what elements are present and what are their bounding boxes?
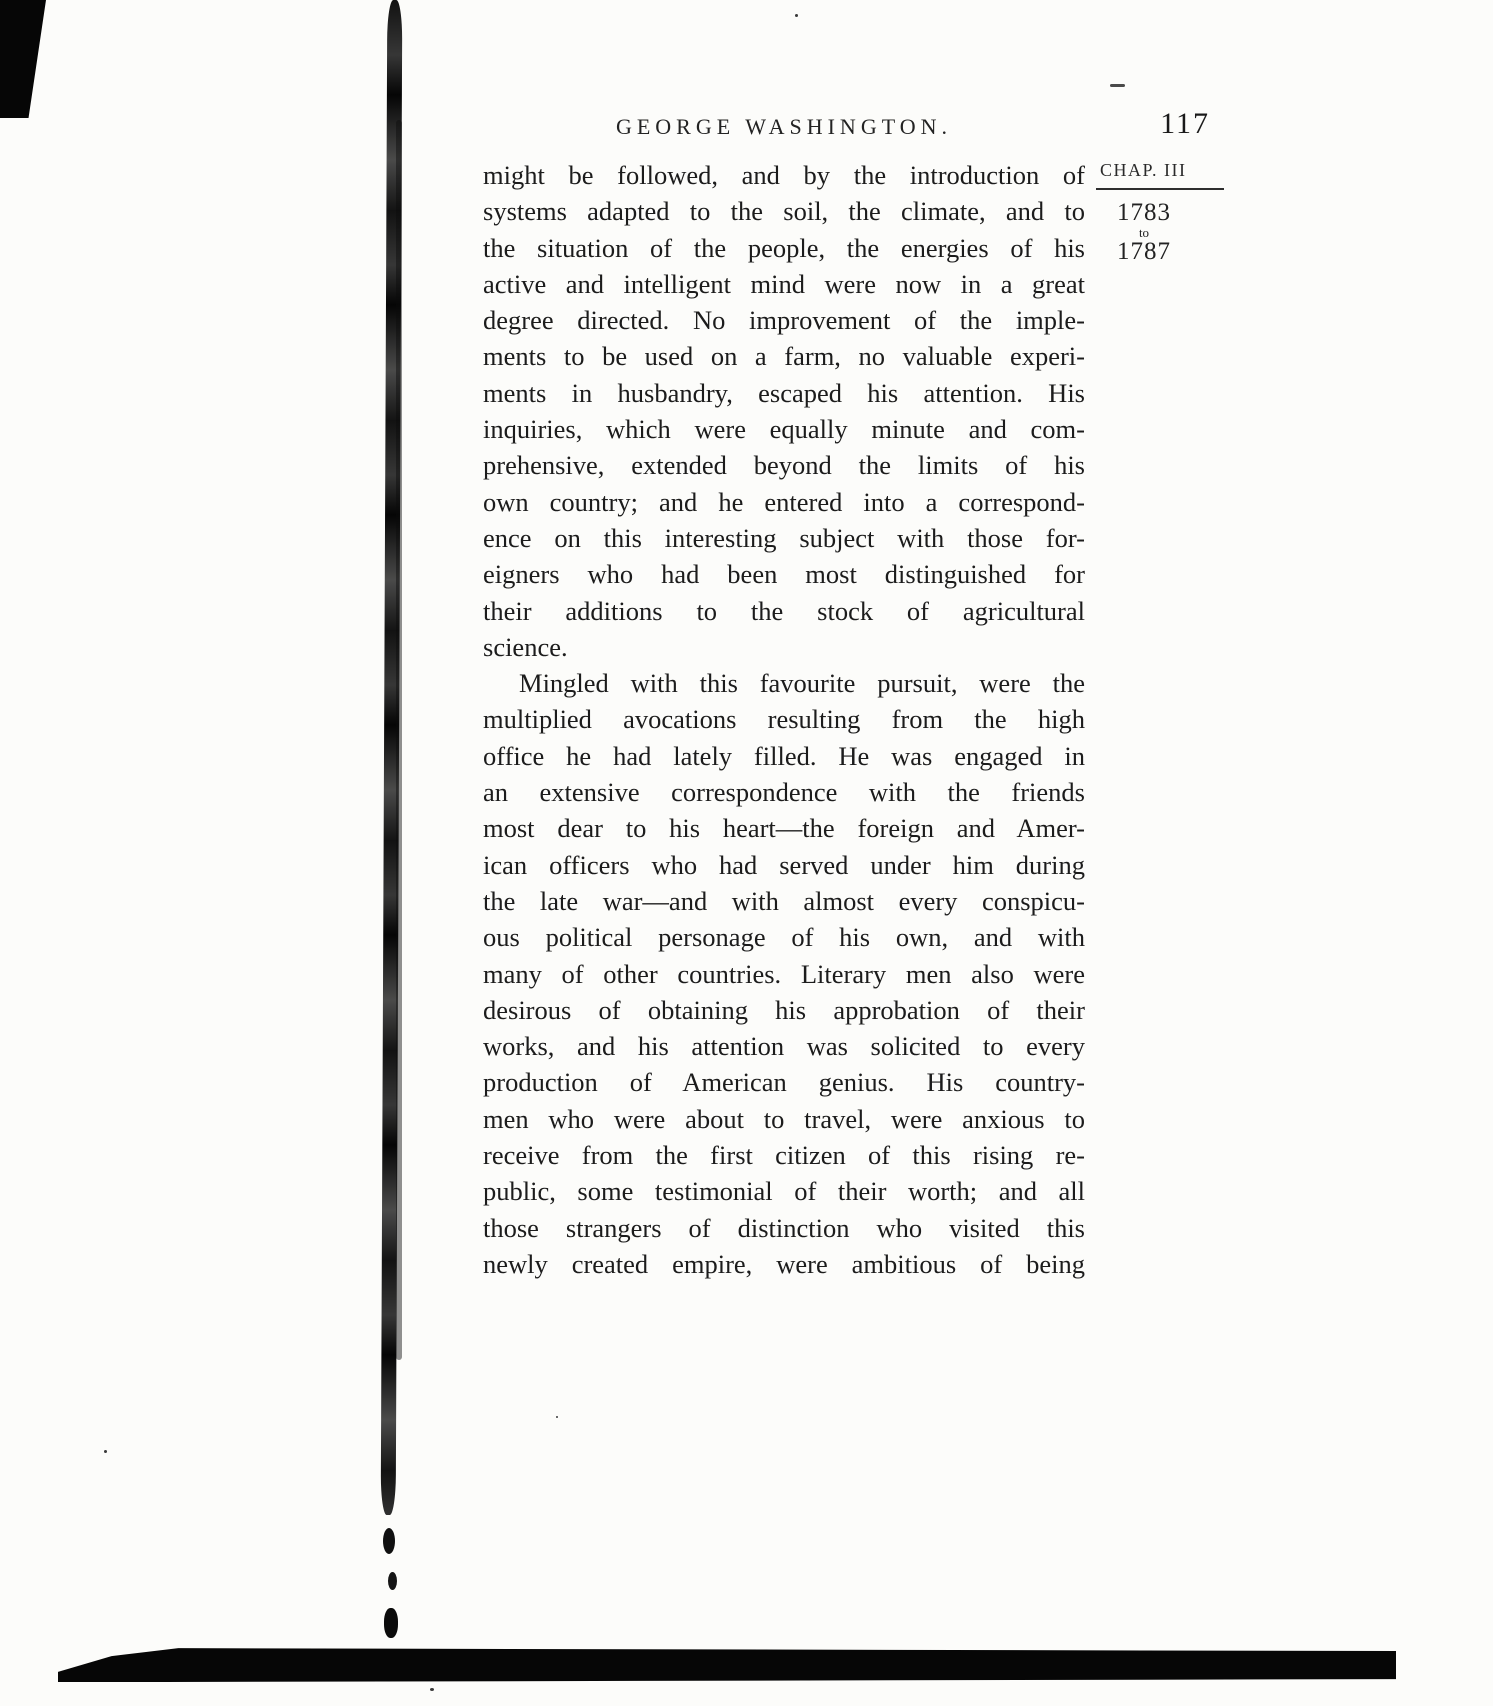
margin-notes (1096, 160, 1224, 265)
paragraph (483, 665, 1085, 1282)
year-to-label: to (1138, 225, 1150, 240)
scan-speck (1110, 84, 1125, 87)
text-line: those strangers of distinction who visited this (483, 1212, 1085, 1243)
text-line: an extensive correspondence with the friends (483, 777, 1085, 808)
text-line: ican officers who had served under him during (483, 849, 1085, 880)
text-line: prehensive, extended beyond the limits of his (483, 450, 1085, 481)
text-line: inquiries, which were equally minute and com- (483, 414, 1085, 445)
text-line: newly created empire, were ambitious of being (483, 1248, 1085, 1279)
text-line: might be followed, and by the introduction of (483, 160, 1085, 190)
text-line: office he had lately filled. He was engaged in (483, 740, 1085, 771)
text-line: ments in husbandry, escaped his attention. His (483, 377, 1085, 408)
page-number: 117 (1160, 107, 1210, 140)
chapter-rule-divider (1096, 188, 1224, 190)
text-line: most dear to his heart—the foreign and Amer- (483, 813, 1085, 844)
ink-blob (388, 1572, 397, 1590)
ink-blob (383, 1528, 395, 1554)
text-line: degree directed. No improvement of the imple- (483, 305, 1085, 336)
text-line: public, some testimonial of their worth; and all (483, 1176, 1085, 1207)
text-line: ous political personage of his own, and with (483, 922, 1085, 953)
text-line: production of American genius. His country- (483, 1067, 1085, 1098)
text-line: works, and his attention was solicited to every (483, 1031, 1085, 1062)
text-line: multiplied avocations resulting from the high (483, 704, 1085, 735)
text-line: the situation of the people, the energies of his (483, 232, 1085, 263)
year-range (1096, 200, 1192, 265)
scan-ink-corner-artifact (0, 0, 46, 118)
scan-ink-bottom-bar-artifact (58, 1646, 1396, 1682)
text-line: eigners who had been most distinguished for (483, 559, 1085, 590)
ink-blob (384, 1608, 398, 1638)
text-line: systems adapted to the soil, the climate, and to (483, 196, 1085, 227)
text-line: Mingled with this favourite pursuit, were the (519, 668, 1085, 699)
scan-speck (556, 1416, 558, 1418)
chapter-label: CHAP. III (1100, 160, 1187, 180)
scan-speck (430, 1688, 434, 1691)
text-line: science. (483, 631, 568, 662)
scan-speck (104, 1450, 107, 1453)
text-line: own country; and he entered into a correspond- (483, 486, 1085, 517)
running-header: GEORGE WASHINGTON. (615, 114, 953, 139)
binding-gutter-shadow-soft (396, 120, 402, 1360)
text-line: the late war—and with almost every conspicu- (483, 885, 1085, 916)
text-line: ments to be used on a farm, no valuable experi- (483, 341, 1085, 372)
year-start: 1783 (1117, 199, 1171, 226)
scan-speck (795, 14, 798, 17)
text-line: men who were about to travel, were anxious to (483, 1103, 1085, 1134)
year-end: 1787 (1117, 238, 1171, 265)
text-line: active and intelligent mind were now in a great (483, 268, 1085, 299)
text-line: ence on this interesting subject with those for- (483, 522, 1085, 553)
text-line: desirous of obtaining his approbation of their (483, 994, 1085, 1025)
paragraph (483, 157, 1085, 665)
text-line: many of other countries. Literary men also were (483, 958, 1085, 989)
text-line: their additions to the stock of agricultural (483, 595, 1085, 626)
text-line: receive from the first citizen of this rising re- (483, 1140, 1085, 1171)
body-text-block (483, 157, 1085, 1282)
